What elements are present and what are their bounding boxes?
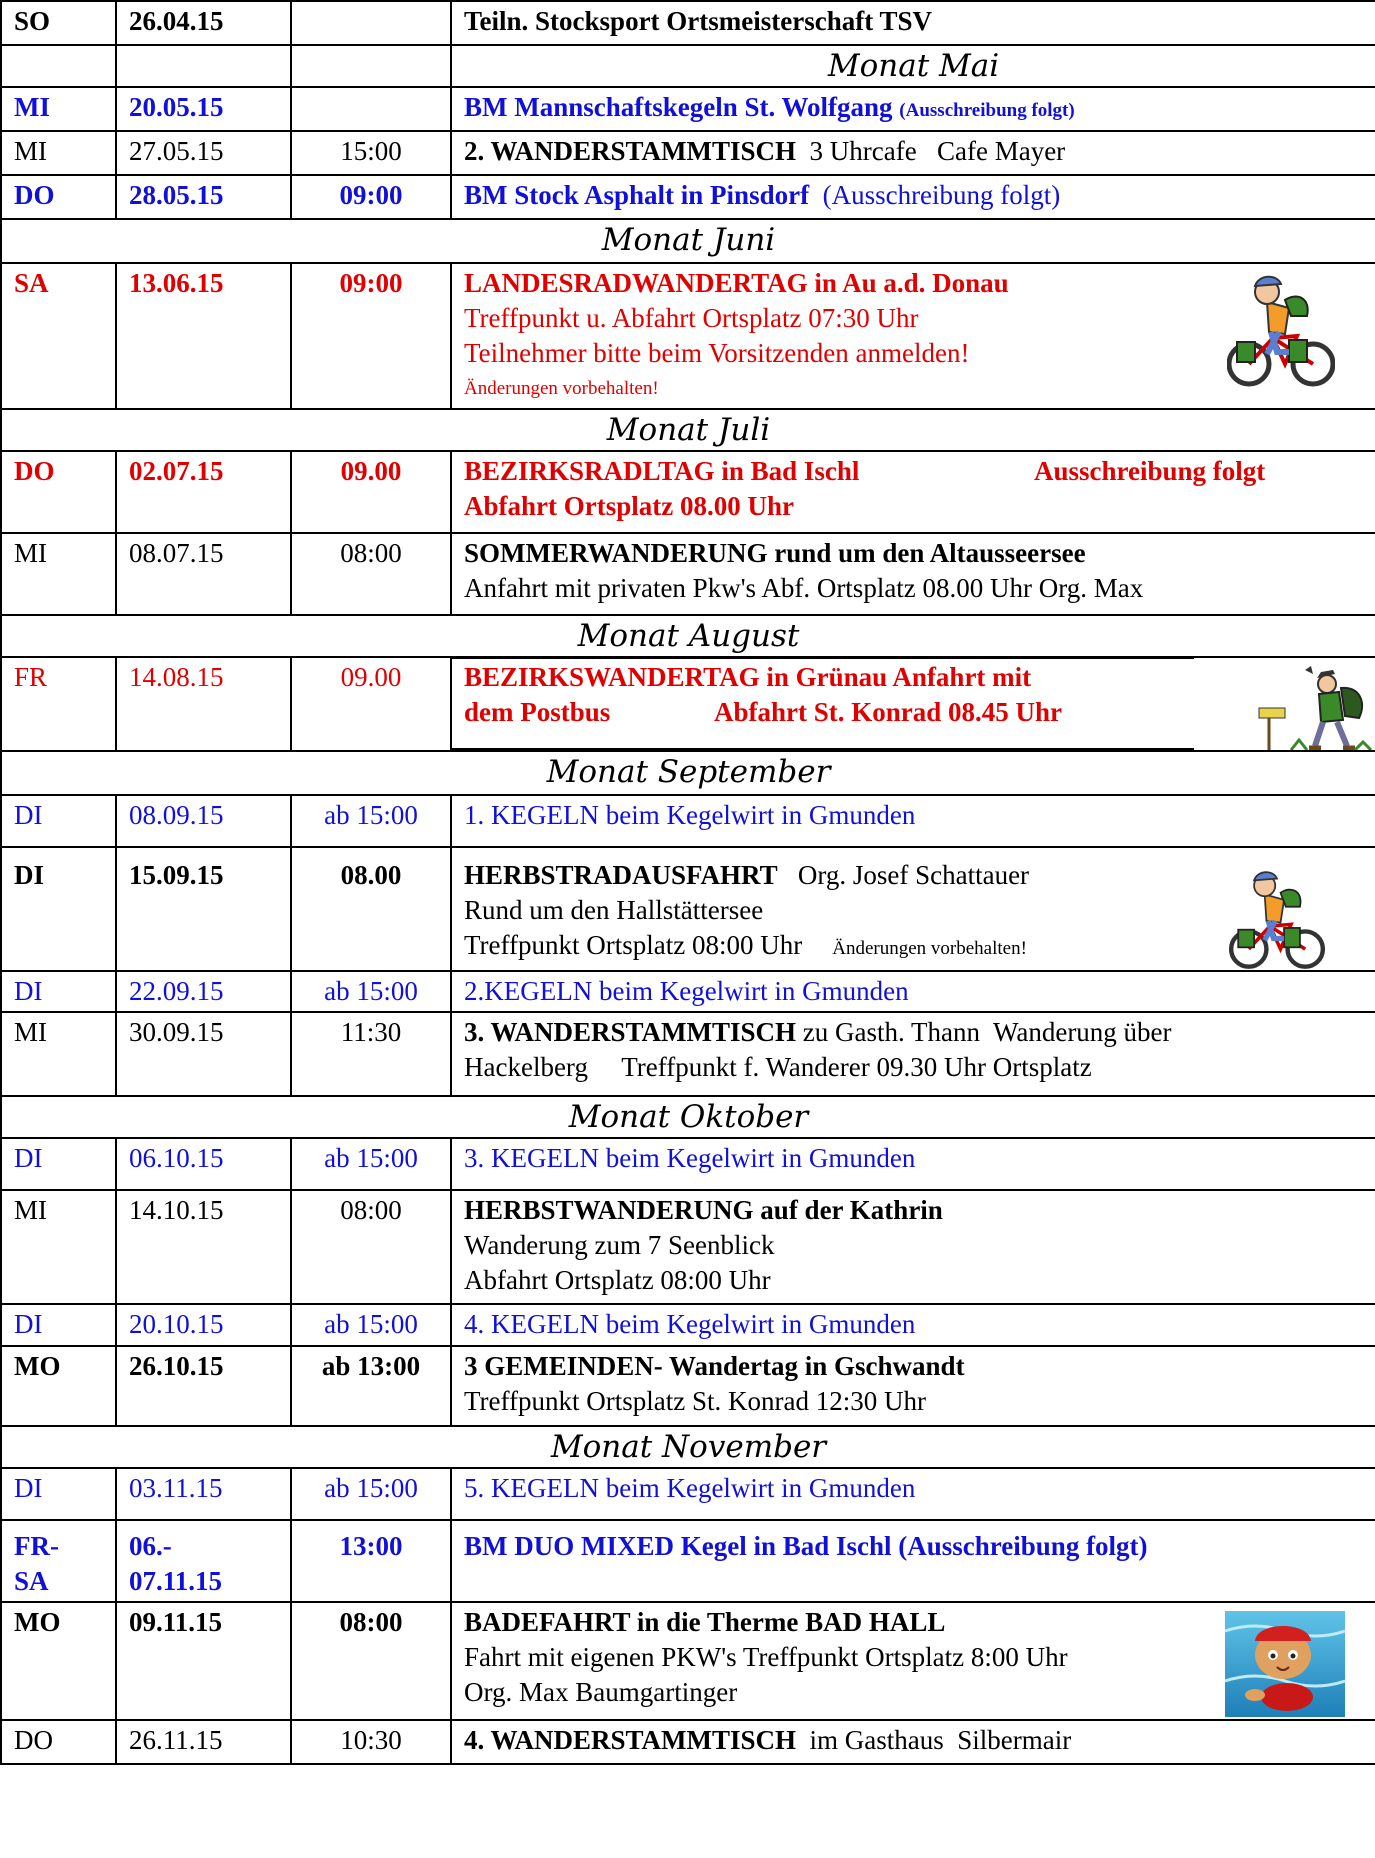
time-cell: 08:00	[291, 1602, 451, 1720]
table-row	[1, 1426, 1375, 1468]
table-row	[1, 795, 1375, 847]
empty-cell	[116, 45, 291, 87]
event-detail: Hackelberg Treffpunkt f. Wanderer 09.30 Uhr Ortsplatz	[464, 1052, 1092, 1082]
table-row	[1, 1520, 1375, 1602]
date-cell: 26.11.15	[116, 1720, 291, 1764]
month-header: Monat September	[1, 751, 1375, 795]
day-cell	[1, 1520, 116, 1602]
event-note: Änderungen vorbehalten!	[464, 378, 659, 399]
event-detail: Treffpunkt Ortsplatz St. Konrad 12:30 Uhr	[464, 1386, 926, 1416]
time-cell: ab 13:00	[291, 1346, 451, 1426]
event-detail: 3 Uhrcafe Cafe Mayer	[796, 136, 1066, 166]
day-cell: DI	[1, 1304, 116, 1346]
event-title: HERBSTRADAUSFAHRT	[464, 860, 778, 890]
event-detail: Teilnehmer bitte beim Vorsitzenden anmelden!	[464, 338, 970, 368]
table-row	[1, 131, 1375, 175]
table-row	[1, 751, 1375, 795]
table-row	[1, 657, 1375, 751]
time-cell: 09.00	[291, 657, 451, 751]
date-cell: 08.09.15	[116, 795, 291, 847]
event-cell	[451, 1012, 1375, 1096]
day-line: FR-	[14, 1531, 59, 1561]
month-header: Monat Juni	[1, 219, 1375, 263]
table-row	[1, 451, 1375, 533]
event-cell: 4. KEGELN beim Kegelwirt in Gmunden	[451, 1304, 1375, 1346]
event-cell	[451, 1190, 1375, 1304]
day-cell: DI	[1, 795, 116, 847]
event-cell	[451, 1346, 1375, 1426]
date-cell: 02.07.15	[116, 451, 291, 533]
event-cell: 1. KEGELN beim Kegelwirt in Gmunden	[451, 795, 1375, 847]
event-title: 2. WANDERSTAMMTISCH	[464, 136, 797, 166]
time-cell: 11:30	[291, 1012, 451, 1096]
cyclist-icon	[1229, 868, 1325, 971]
event-cell	[451, 131, 1375, 175]
table-row	[1, 409, 1375, 451]
event-detail: Org. Josef Schattauer	[777, 860, 1030, 890]
event-cell	[451, 87, 1375, 131]
date-cell: 30.09.15	[116, 1012, 291, 1096]
time-cell	[291, 1, 451, 45]
day-cell: DO	[1, 1720, 116, 1764]
month-header: Monat August	[1, 615, 1375, 657]
date-cell: 20.05.15	[116, 87, 291, 131]
date-cell: 20.10.15	[116, 1304, 291, 1346]
event-detail: Org. Max Baumgartinger	[464, 1677, 738, 1707]
table-row	[1, 263, 1375, 409]
time-cell: 09:00	[291, 263, 451, 409]
time-cell: 08.00	[291, 847, 451, 971]
event-note: (Ausschreibung folgt)	[899, 100, 1075, 121]
cyclist-icon	[1227, 272, 1335, 390]
table-row	[1, 1190, 1375, 1304]
table-row	[1, 847, 1375, 971]
event-detail: Treffpunkt Ortsplatz 08:00 Uhr	[464, 930, 803, 960]
table-row	[1, 1096, 1375, 1138]
event-title: 3 GEMEINDEN- Wandertag in Gschwandt	[464, 1351, 965, 1381]
event-title: BADEFAHRT in die Therme BAD HALL	[464, 1607, 946, 1637]
table-row	[1, 1138, 1375, 1190]
event-title: BEZIRKSWANDERTAG in Grünau Anfahrt mit	[464, 662, 1032, 692]
date-cell: 06.10.15	[116, 1138, 291, 1190]
time-cell: 15:00	[291, 131, 451, 175]
event-title: LANDESRADWANDERTAG in Au a.d. Donau	[464, 268, 1009, 298]
event-detail: zu Gasth. Thann Wanderung über	[796, 1017, 1172, 1047]
time-cell: ab 15:00	[291, 795, 451, 847]
empty-cell	[291, 45, 451, 87]
event-title: 4. WANDERSTAMMTISCH	[464, 1725, 797, 1755]
month-header: Monat Juli	[1, 409, 1375, 451]
event-detail: Fahrt mit eigenen PKW's Treffpunkt Ortsplatz 8:00 Uhr	[464, 1642, 1068, 1672]
event-detail: Anfahrt mit privaten Pkw's Abf. Ortsplatz 08.00 Uhr Org. Max	[464, 573, 1144, 603]
day-cell: MI	[1, 533, 116, 615]
table-row	[1, 1, 1375, 45]
event-detail: (Ausschreibung folgt)	[809, 180, 1061, 210]
event-title: BEZIRKSRADLTAG in Bad Ischl	[464, 456, 860, 486]
table-row	[1, 1012, 1375, 1096]
event-cell	[451, 175, 1375, 219]
empty-cell	[1, 45, 116, 87]
month-header: Monat November	[1, 1426, 1375, 1468]
day-cell: DI	[1, 847, 116, 971]
date-cell: 14.10.15	[116, 1190, 291, 1304]
time-cell: ab 15:00	[291, 1468, 451, 1520]
day-cell: MI	[1, 1012, 116, 1096]
date-cell: 28.05.15	[116, 175, 291, 219]
day-cell: MO	[1, 1346, 116, 1426]
time-cell: 09:00	[291, 175, 451, 219]
day-cell: FR	[1, 657, 116, 751]
day-line: SA	[14, 1566, 49, 1596]
time-cell: 09.00	[291, 451, 451, 533]
table-row	[1, 615, 1375, 657]
event-detail: Rund um den Hallstättersee	[464, 895, 764, 925]
day-cell: SA	[1, 263, 116, 409]
event-detail: im Gasthaus Silbermair	[796, 1725, 1072, 1755]
time-cell: ab 15:00	[291, 1138, 451, 1190]
date-cell	[116, 1520, 291, 1602]
date-line: 06.-	[129, 1531, 172, 1561]
day-cell: MI	[1, 131, 116, 175]
date-cell: 14.08.15	[116, 657, 291, 751]
day-cell: DI	[1, 1138, 116, 1190]
date-cell: 09.11.15	[116, 1602, 291, 1720]
table-row	[1, 1468, 1375, 1520]
event-cell: 2.KEGELN beim Kegelwirt in Gmunden	[451, 971, 1375, 1012]
event-title: BM Mannschaftskegeln St. Wolfgang	[464, 92, 893, 122]
date-cell: 26.04.15	[116, 1, 291, 45]
event-cell: 3. KEGELN beim Kegelwirt in Gmunden	[451, 1138, 1375, 1190]
event-cell	[451, 1602, 1375, 1720]
event-title: BM Stock Asphalt in Pinsdorf	[464, 180, 810, 210]
month-header: Monat Oktober	[1, 1096, 1375, 1138]
table-row	[1, 533, 1375, 615]
table-row	[1, 971, 1375, 1012]
day-cell: DO	[1, 451, 116, 533]
event-title: 3. WANDERSTAMMTISCH	[464, 1017, 797, 1047]
time-cell: 10:30	[291, 1720, 451, 1764]
table-row	[1, 1346, 1375, 1426]
event-cell	[451, 1720, 1375, 1764]
time-cell: ab 15:00	[291, 1304, 451, 1346]
month-header: Monat Mai	[451, 45, 1375, 87]
time-cell: 08:00	[291, 533, 451, 615]
day-cell: DI	[1, 1468, 116, 1520]
event-detail: Abfahrt Ortsplatz 08.00 Uhr	[464, 491, 794, 521]
day-cell: DO	[1, 175, 116, 219]
time-cell: 08:00	[291, 1190, 451, 1304]
hiker-icon	[1255, 662, 1375, 751]
time-cell: 13:00	[291, 1520, 451, 1602]
date-line: 07.11.15	[129, 1566, 223, 1596]
event-title: HERBSTWANDERUNG auf der Kathrin	[464, 1195, 943, 1225]
date-cell: 26.10.15	[116, 1346, 291, 1426]
event-cell: 5. KEGELN beim Kegelwirt in Gmunden	[451, 1468, 1375, 1520]
time-cell: ab 15:00	[291, 971, 451, 1012]
table-row	[1, 87, 1375, 131]
event-detail: dem Postbus	[464, 697, 611, 727]
date-cell: 27.05.15	[116, 131, 291, 175]
event-cell	[451, 263, 1375, 409]
date-cell: 03.11.15	[116, 1468, 291, 1520]
event-note: Änderungen vorbehalten!	[832, 938, 1027, 959]
table-row	[1, 1304, 1375, 1346]
day-cell: MI	[1, 1190, 116, 1304]
day-cell: MI	[1, 87, 116, 131]
table-row	[1, 1720, 1375, 1764]
event-cell	[451, 657, 1375, 751]
event-note: Ausschreibung folgt	[1034, 456, 1266, 486]
event-detail: Abfahrt Ortsplatz 08:00 Uhr	[464, 1265, 771, 1295]
day-cell: DI	[1, 971, 116, 1012]
day-cell: SO	[1, 1, 116, 45]
event-title: SOMMERWANDERUNG rund um den Altausseersee	[464, 538, 1086, 568]
date-cell: 22.09.15	[116, 971, 291, 1012]
event-detail: Wanderung zum 7 Seenblick	[464, 1230, 775, 1260]
time-cell	[291, 87, 451, 131]
swimmer-photo-icon	[1225, 1611, 1345, 1717]
event-cell: Teiln. Stocksport Ortsmeisterschaft TSV	[451, 1, 1375, 45]
date-cell: 15.09.15	[116, 847, 291, 971]
table-row	[1, 219, 1375, 263]
event-cell	[451, 847, 1375, 971]
date-cell: 08.07.15	[116, 533, 291, 615]
event-cell	[451, 533, 1375, 615]
event-detail: Treffpunkt u. Abfahrt Ortsplatz 07:30 Uhr	[464, 303, 919, 333]
date-cell: 13.06.15	[116, 263, 291, 409]
table-row	[1, 175, 1375, 219]
table-row	[1, 45, 1375, 87]
day-cell: MO	[1, 1602, 116, 1720]
event-detail: Abfahrt St. Konrad 08.45 Uhr	[714, 697, 1063, 727]
event-cell: BM DUO MIXED Kegel in Bad Ischl (Ausschreibung folgt)	[451, 1520, 1375, 1602]
table-row	[1, 1602, 1375, 1720]
event-cell	[451, 451, 1375, 533]
